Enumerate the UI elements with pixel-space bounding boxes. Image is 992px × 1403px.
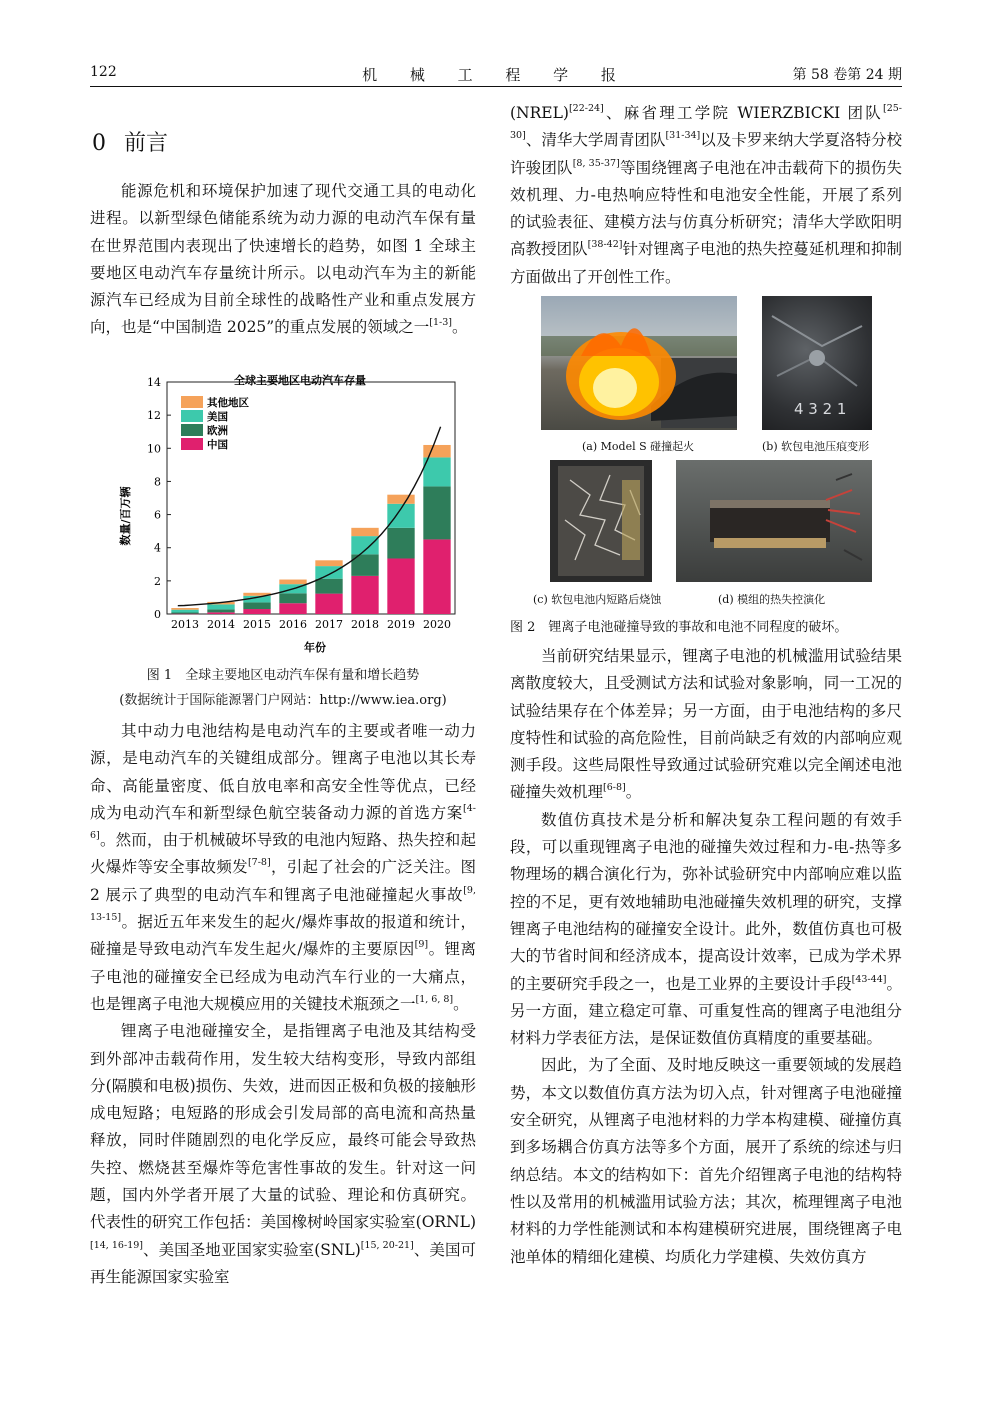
legend-label: 欧洲 [207,425,228,437]
bar-segment-中国 [387,558,414,614]
y-tick-label: 0 [154,608,161,621]
chart-title: 全球主要地区电动汽车存量 [234,374,366,387]
fig2b-marks: 4 3 2 1 [794,400,847,418]
section-number: 0 [92,131,106,156]
fig2d-caption: (d) 模组的热失控演化 [718,593,826,606]
bar-segment-美国 [423,457,450,486]
volume-issue: 第 58 卷第 24 期 [792,67,902,83]
paragraph-limitations: 当前研究结果显示，锂离子电池的机械滥用试验结果离散度较大，且受测试方法和试验对象影响，同一工况的试验结果存在个体差异；另一方面，由于电池结构的多尺度特性和试验的高危险性，目前尚缺乏有效的内部响应观测手段。这些局限性导致通过试验研究难以完全阐述电池碰撞失效机理[6-8]。 [510,647,902,802]
legend-label: 中国 [207,439,228,451]
chart-legend [181,396,249,451]
x-tick-label: 2017 [315,618,343,631]
bar-segment-中国 [279,603,306,614]
bar-segment-美国 [351,536,378,554]
section-heading [92,126,168,157]
y-axis-label: 数量/百万辆 [119,486,132,546]
bar-segment-欧洲 [279,593,306,603]
x-tick-label: 2019 [387,618,415,631]
x-tick-label: 2014 [207,618,235,631]
legend-swatch [181,438,203,450]
journal-name: 机 械 工 程 学 报 [362,66,630,84]
paragraph-crash-safety: 锂离子电池碰撞安全，是指锂离子电池及其结构受到外部冲击载荷作用，发生较大结构变形，导致内部组分(隔膜和电极)损伤、失效，进而因正极和负极的接触形成电短路；电短路的形成会引发局部的高电流和高热量释放，同时伴随剧烈的电化学反应，最终可能会导致热失控、燃烧甚至爆炸等危害性事故的发生。针对这一问题，国内外学者开展了大量的试验、理论和仿真研究。代表性的研究工作包括：美国橡树岭国家实验室(ORNL)[14, 16-19]、美国圣地亚国家实验室(SNL)[15, 20-21]、美国可再生能源国家实验室 [90,1022,476,1286]
bar-segment-中国 [171,614,198,615]
bar-segment-欧洲 [207,609,234,612]
fig2b-photo [762,296,872,430]
y-tick-label: 2 [154,574,161,588]
bar-segment-欧洲 [171,613,198,614]
bar-segment-美国 [171,610,198,613]
y-tick-label: 10 [147,442,161,456]
bar-segment-其他地区 [171,608,198,610]
bar-segment-美国 [315,566,342,579]
bar-segment-欧洲 [423,486,450,539]
x-tick-label: 2013 [171,618,199,631]
bar-segment-其他地区 [423,445,450,457]
y-tick-label: 8 [154,475,161,489]
fig1-source: (数据统计于国际能源署门户网站：http://www.iea.org) [119,693,447,708]
legend-label: 美国 [207,411,228,423]
x-axis-label: 年份 [304,641,326,654]
legend-swatch [181,424,203,436]
bar-segment-中国 [351,576,378,614]
bar-segment-美国 [387,504,414,528]
fig2d-photo [676,460,872,582]
x-tick-label: 2016 [279,618,307,631]
left-column-top [90,178,476,342]
y-tick-label: 14 [147,376,161,389]
fig2c-caption: (c) 软包电池内短路后烧蚀 [533,593,662,606]
bar-segment-美国 [207,604,234,609]
bar-segment-欧洲 [387,528,414,559]
y-tick-label: 12 [147,409,161,423]
fig2b-caption: (b) 软包电池压痕变形 [762,440,870,453]
paragraph-simulation: 数值仿真技术是分析和解决复杂工程问题的有效手段，可以重现锂离子电池的碰撞失效过程和力-电-热等多物理场的耦合演化行为，弥补试验研究中内部响应难以监控的不足，更有效地辅助电池碰撞失效机理的研究，支撑锂离子电池结构的碰撞安全设计。此外，数值仿真也可极大的节省时间和经济成本，提高设计效率，已成为学术界的主要研究手段之一，也是工业界的主要设计手段[43-44]。另一方面，建立稳定可靠、可重复性高的锂离子电池组分材料力学表征方法，是保证数值仿真精度的重要基础。 [510,810,902,1048]
fig1-chart [115,368,465,658]
y-tick-label: 4 [154,541,161,555]
fig2-caption: 图 2 锂离子电池碰撞导致的事故和电池不同程度的破坏。 [510,620,848,635]
fig2a-photo [541,296,737,430]
left-column-bottom [90,718,476,1291]
right-column-top [510,100,902,291]
chart-bars [171,427,450,614]
paragraph-structure: 因此，为了全面、及时地反映这一重要领域的发展趋势，本文以数值仿真方法为切入点，针对锂离子电池碰撞安全研究，从锂离子电池材料的力学本构建模、碰撞仿真到多场耦合仿真方法等多个方面，展开了系统的综述与归纳总结。本文的结构如下：首先介绍锂离子电池的结构特性以及常用的机械滥用试验方法；其次，梳理锂离子电池材料的力学性能测试和本构建模研究进展，围绕锂离子电池单体的精细化建模、均质化力学建模、失效仿真方 [510,1056,902,1266]
bar-segment-中国 [207,612,234,614]
citation: [1-3] [429,317,452,329]
fig2c-photo [550,460,652,582]
paragraph-intro: 能源危机和环境保护加速了现代交通工具的电动化进程。以新型绿色储能系统为动力源的电动汽车保有量在世界范围内表现出了快速增长的趋势，如图 1 全球主要地区电动汽车存量统计所示。以电动汽车为主的新能源汽车已经成为目前全球性的战略性产业和重点发展方向，也是“中国制造 2025”的重点发展的领域之一[1-3]。 [90,182,476,337]
paragraph-power-battery: 其中动力电池结构是电动汽车的主要或者唯一动力源，是电动汽车的关键组成部分。锂离子电池以其长寿命、高能量密度、低自放电率和高安全性等优点，已经成为电动汽车和新型绿色航空装备动力源的首选方案[4-6]。然而，由于机械破坏导致的电池内短路、热失控和起火爆炸等安全事故频发[7-8]，引起了社会的广泛关注。图 2 展示了典型的电动汽车和锂离子电池碰撞起火事故[9, 13-15]。据近五年来发生的起火/爆炸事故的报道和统计，碰撞是导致电动汽车发生起火/爆炸的主要原因[9]。锂离子电池的碰撞安全已经成为电动汽车行业的一大痛点，也是锂离子电池大规模应用的关键技术瓶颈之一[1, 6, 8]。 [90,722,476,1013]
right-column-bottom [510,643,902,1271]
bar-segment-中国 [243,609,270,614]
page-number: 122 [90,64,117,80]
bar-segment-其他地区 [387,495,414,504]
bar-segment-中国 [315,594,342,614]
running-header [90,62,902,86]
x-tick-label: 2020 [423,618,451,631]
bar-segment-欧洲 [243,602,270,609]
header-rule [90,86,902,87]
paragraph-research-groups: (NREL)[22-24]、麻省理工学院 WIERZBICKI 团队[25-30]、清华大学周青团队[31-34]以及卡罗来纳大学夏洛特分校许骏团队[8, 35-37]等围绕锂离子电池在冲击载荷下的损伤失效机理、力-电热响应特性和电池安全性能，开展了系列的试验表征、建模方法与仿真分析研究；清华大学欧阳明高教授团队[38-42]针对锂离子电池的热失控蔓延机理和抑制方面做出了开创性工作。 [510,103,902,286]
x-tick-label: 2018 [351,618,379,631]
bar-segment-其他地区 [279,580,306,585]
bar-segment-中国 [423,539,450,614]
fig1-caption: 图 1 全球主要地区电动汽车保有量和增长趋势 (数据统计于国际能源署门户网站：http://www.iea.org) [90,664,476,708]
legend-label: 其他地区 [207,397,249,409]
bar-segment-其他地区 [315,560,342,566]
section-title: 前言 [124,131,169,156]
bar-segment-其他地区 [351,528,378,536]
fig2a-caption: (a) Model S 碰撞起火 [582,440,695,453]
legend-swatch [181,410,203,422]
bar-segment-欧洲 [315,579,342,594]
legend-swatch [181,396,203,408]
y-tick-label: 6 [154,508,161,522]
x-tick-label: 2015 [243,618,271,631]
